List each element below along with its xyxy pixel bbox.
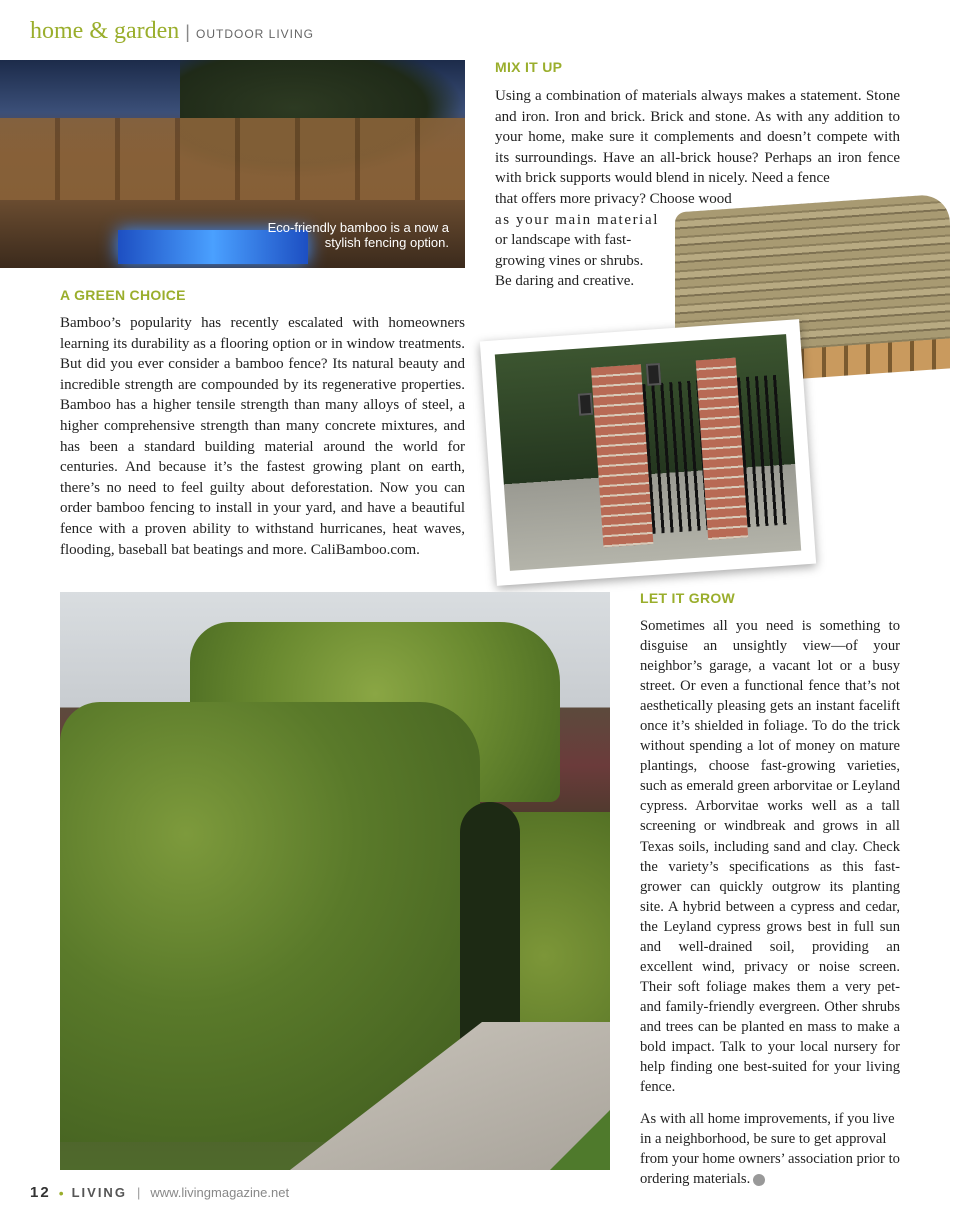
footer-bullet: • (58, 1184, 64, 1201)
let-it-grow-heading: LET IT GROW (640, 590, 736, 606)
lantern-icon (646, 363, 662, 386)
hedge-archway (460, 802, 520, 1052)
website-link[interactable]: www.livingmagazine.net (150, 1185, 290, 1200)
magazine-name: LIVING (71, 1185, 127, 1200)
page-number: 12 (30, 1184, 51, 1201)
photo-caption (229, 220, 449, 250)
page-footer (30, 1184, 289, 1201)
mix-it-up-continued (495, 189, 732, 292)
green-choice-body: Bamboo’s popularity has recently escalated with homeowners learning its durability as a flooring option or in window treatments. But did you ever consider a bamboo fence? Its natural beauty and incredible strength are compounded by its regenerative properties. Bamboo has a higher tensile strength than many alloys of steel, a higher comprehensive strength than many concrete mixtures, and has been a standard building material around the world for centuries. And because it’s the fastest growing plant on earth, there’s no need to feel guilty about deforestation. Now you can order bamboo fencing to install in your yard, and have a beautiful fence with a proven ability to withstand hurricanes, heat waves, flooding, baseball bat beatings and more. CaliBamboo.com. (60, 315, 465, 558)
mix-line-2: as your main material (495, 211, 659, 228)
bamboo-fence-graphic (0, 118, 465, 200)
caption-line-2: stylish fencing option. (324, 235, 449, 250)
section-title: home & garden (30, 18, 180, 44)
let-it-grow-paragraph-2 (640, 1109, 900, 1189)
subsection-title: OUTDOOR LIVING (195, 27, 314, 41)
mix-line-1: that offers more privacy? Choose wood (495, 191, 732, 207)
let-it-grow-paragraph-1: Sometimes all you need is something to disguise an unsightly view—of your neighbor’s garage, a vacant lot or a busy street. Or even a functional fence that’s not aesthetically pleasing gets an instant facelift once it’s shielded in foliage. To do the trick without spending a lot of money on mature plantings, choose fast-growing varieties, such as emerald green arborvitae or Leyland cypress. Arborvitae works well as a tall screening or windbreak and grows in all Texas soils, including sand and clay. Check the variety’s specifications as this fast-grower can quickly outgrow its planting site. A hybrid between a cypress and cedar, the Leyland cypress grows best in full sun and well-drained soil, providing an excellent wind, privacy or noise screen. Their soft foliage makes them a very pet- and family-friendly evergreen. Other shrubs and trees can be planted en mass to make a bold impact. Talk to your local nursery for help finding one best-suited for your living fence. (640, 618, 900, 1096)
mix-it-up-body: Using a combination of materials always makes a statement. Stone and iron. Iron and brick. Brick and stone. As with any addition to your home, make sure it complements and doesn’t compete with its surroundings. Have an all-brick house? Perhaps an iron fence with brick supports would blend in nicely. Need a fence (495, 88, 900, 187)
lantern-icon (578, 393, 594, 416)
brick-iron-gate-photo (495, 334, 801, 571)
green-choice-heading: A GREEN CHOICE (60, 287, 186, 303)
mix-line-5: Be daring and creative. (495, 273, 635, 290)
mix-line-4: growing vines or shrubs. (495, 252, 644, 269)
gate-photo-frame (480, 319, 816, 586)
bamboo-fence-photo (0, 60, 465, 268)
end-mark-icon (753, 1174, 765, 1186)
mix-it-up-heading: MIX IT UP (495, 59, 563, 75)
footer-separator: | (136, 1185, 141, 1200)
caption-line-1: Eco-friendly bamboo is a now a (267, 220, 449, 235)
hedge-fence-photo (60, 592, 610, 1170)
page-header (30, 18, 314, 50)
mix-line-3: or landscape with fast- (495, 232, 632, 249)
let-it-grow-paragraph-2-text: As with all home improvements, if you live in a neighborhood, be sure to get approval from your home owners’ association prior to ordering materials. (640, 1111, 900, 1188)
header-separator: | (185, 22, 190, 42)
let-it-grow-body (640, 616, 900, 1189)
